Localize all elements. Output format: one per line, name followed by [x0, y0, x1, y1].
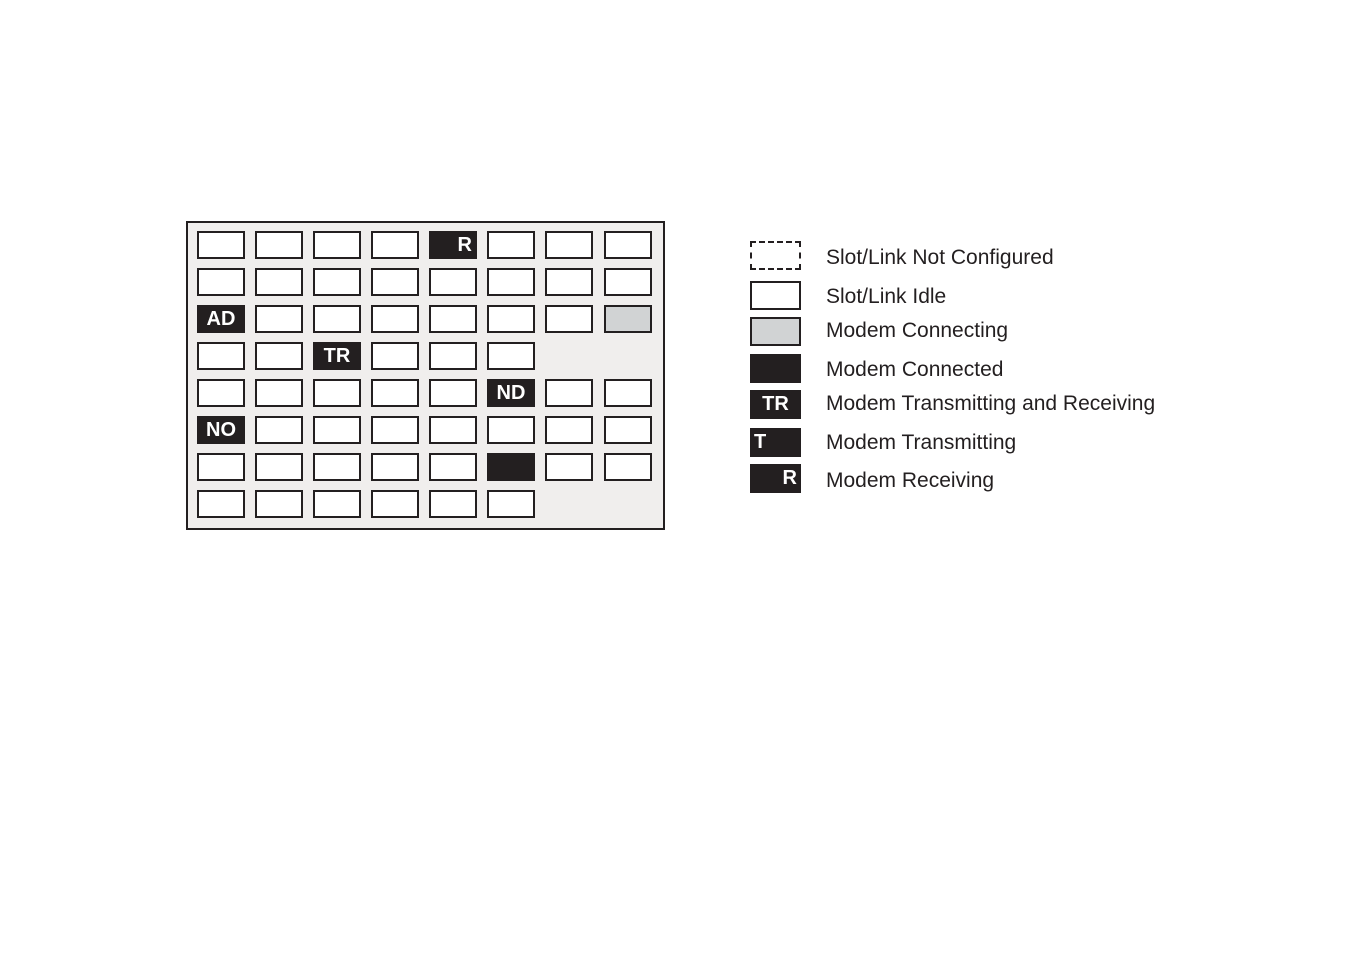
slot-r8-c4[interactable]: [371, 490, 419, 518]
slot-r8-c2[interactable]: [255, 490, 303, 518]
slot-r6-c3[interactable]: [313, 416, 361, 444]
slot-r2-c6[interactable]: [487, 268, 535, 296]
status-legend: [750, 230, 1310, 510]
slot-r5-c1[interactable]: [197, 379, 245, 407]
slot-status-panel: [186, 221, 665, 530]
slot-r5-c7[interactable]: [545, 379, 593, 407]
slot-r7-c8[interactable]: [604, 453, 652, 481]
slot-r1-c7[interactable]: [545, 231, 593, 259]
slot-r2-c4[interactable]: [371, 268, 419, 296]
slot-r8-c6[interactable]: [487, 490, 535, 518]
slot-r1-c6[interactable]: [487, 231, 535, 259]
slot-r5-c4[interactable]: [371, 379, 419, 407]
legend-swatch-connected: [750, 354, 801, 383]
slot-r2-c8[interactable]: [604, 268, 652, 296]
slot-r1-c5[interactable]: R: [429, 231, 477, 259]
slot-r8-c5[interactable]: [429, 490, 477, 518]
slot-r7-c7[interactable]: [545, 453, 593, 481]
slot-r5-c3[interactable]: [313, 379, 361, 407]
slot-r3-c5[interactable]: [429, 305, 477, 333]
slot-r4-c1[interactable]: [197, 342, 245, 370]
slot-r3-c8[interactable]: [604, 305, 652, 333]
slot-r6-c4[interactable]: [371, 416, 419, 444]
slot-r5-c8[interactable]: [604, 379, 652, 407]
slot-r1-c2[interactable]: [255, 231, 303, 259]
legend-label-unconfigured: Slot/Link Not Configured: [826, 246, 1054, 269]
slot-r5-c2[interactable]: [255, 379, 303, 407]
slot-r3-c6[interactable]: [487, 305, 535, 333]
legend-swatch-idle: [750, 281, 801, 310]
slot-r4-c3[interactable]: TR: [313, 342, 361, 370]
slot-r2-c5[interactable]: [429, 268, 477, 296]
slot-r1-c8[interactable]: [604, 231, 652, 259]
legend-label-connected: Modem Connected: [826, 358, 1004, 381]
slot-r7-c2[interactable]: [255, 453, 303, 481]
slot-r6-c1[interactable]: NO: [197, 416, 245, 444]
legend-swatch-tx-rx: TR: [750, 390, 801, 419]
slot-r2-c3[interactable]: [313, 268, 361, 296]
slot-r1-c3[interactable]: [313, 231, 361, 259]
slot-r4-c5[interactable]: [429, 342, 477, 370]
slot-r1-c4[interactable]: [371, 231, 419, 259]
slot-r3-c7[interactable]: [545, 305, 593, 333]
legend-label-idle: Slot/Link Idle: [826, 285, 947, 308]
slot-r7-c4[interactable]: [371, 453, 419, 481]
legend-swatch-connecting: [750, 317, 801, 346]
legend-label-rx: Modem Receiving: [826, 469, 995, 492]
legend-label-tx-rx: Modem Transmitting and Receiving: [826, 392, 1156, 415]
slot-r3-c3[interactable]: [313, 305, 361, 333]
legend-swatch-tx: T: [750, 428, 801, 457]
slot-r4-c6[interactable]: [487, 342, 535, 370]
slot-r8-c1[interactable]: [197, 490, 245, 518]
slot-r6-c6[interactable]: [487, 416, 535, 444]
legend-label-tx: Modem Transmitting: [826, 431, 1017, 454]
slot-r4-c4[interactable]: [371, 342, 419, 370]
slot-r7-c1[interactable]: [197, 453, 245, 481]
slot-r6-c8[interactable]: [604, 416, 652, 444]
slot-r6-c5[interactable]: [429, 416, 477, 444]
slot-r8-c3[interactable]: [313, 490, 361, 518]
slot-r2-c2[interactable]: [255, 268, 303, 296]
slot-r3-c1[interactable]: AD: [197, 305, 245, 333]
slot-r2-c7[interactable]: [545, 268, 593, 296]
legend-label-connecting: Modem Connecting: [826, 319, 1009, 342]
slot-r4-c2[interactable]: [255, 342, 303, 370]
slot-r7-c5[interactable]: [429, 453, 477, 481]
slot-r5-c5[interactable]: [429, 379, 477, 407]
slot-r1-c1[interactable]: [197, 231, 245, 259]
slot-r5-c6[interactable]: ND: [487, 379, 535, 407]
slot-r7-c6[interactable]: [487, 453, 535, 481]
slot-r6-c7[interactable]: [545, 416, 593, 444]
slot-r2-c1[interactable]: [197, 268, 245, 296]
slot-r7-c3[interactable]: [313, 453, 361, 481]
slot-r3-c4[interactable]: [371, 305, 419, 333]
slot-r3-c2[interactable]: [255, 305, 303, 333]
slot-r6-c2[interactable]: [255, 416, 303, 444]
legend-swatch-rx: R: [750, 464, 801, 493]
